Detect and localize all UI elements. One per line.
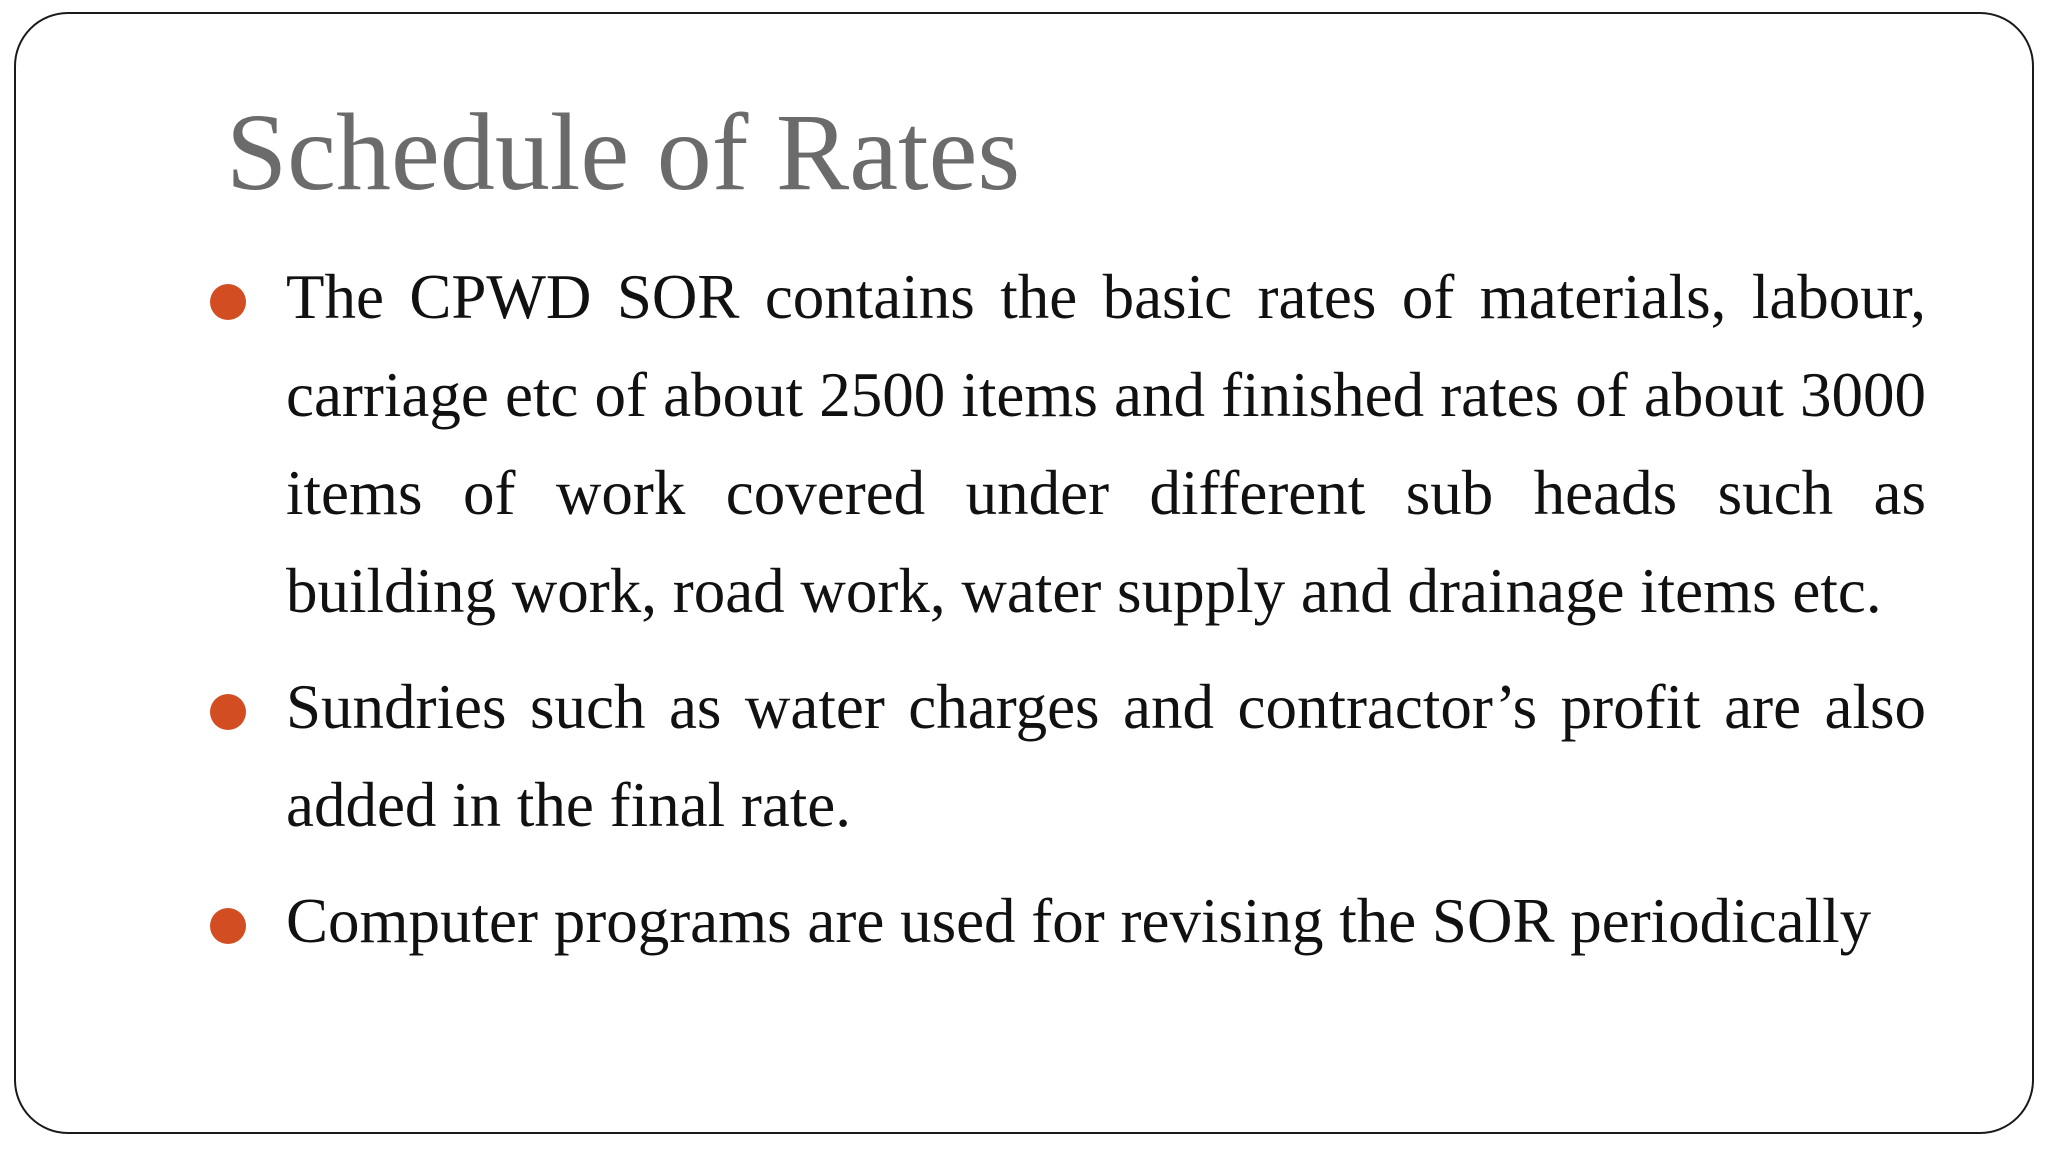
bullet-text: The CPWD SOR contains the basic rates of materials, labour, carriage etc of about 2500 items and finished rates of about 3000 items of work covered under different sub heads such as building work, road work, water supply and drainage items etc. xyxy=(286,262,1926,626)
bullet-item xyxy=(210,248,1926,640)
bullet-dot-icon xyxy=(210,284,246,320)
bullet-text: Sundries such as water charges and contractor’s profit are also added in the final rate. xyxy=(286,672,1926,840)
bullet-text: Computer programs are used for revising the SOR periodically xyxy=(286,886,1872,956)
bullet-dot-icon xyxy=(210,908,246,944)
bullet-item xyxy=(210,872,1926,970)
slide-title: Schedule of Rates xyxy=(226,91,1021,213)
bullet-dot-icon xyxy=(210,694,246,730)
bullet-list xyxy=(210,248,1926,988)
bullet-item xyxy=(210,658,1926,854)
